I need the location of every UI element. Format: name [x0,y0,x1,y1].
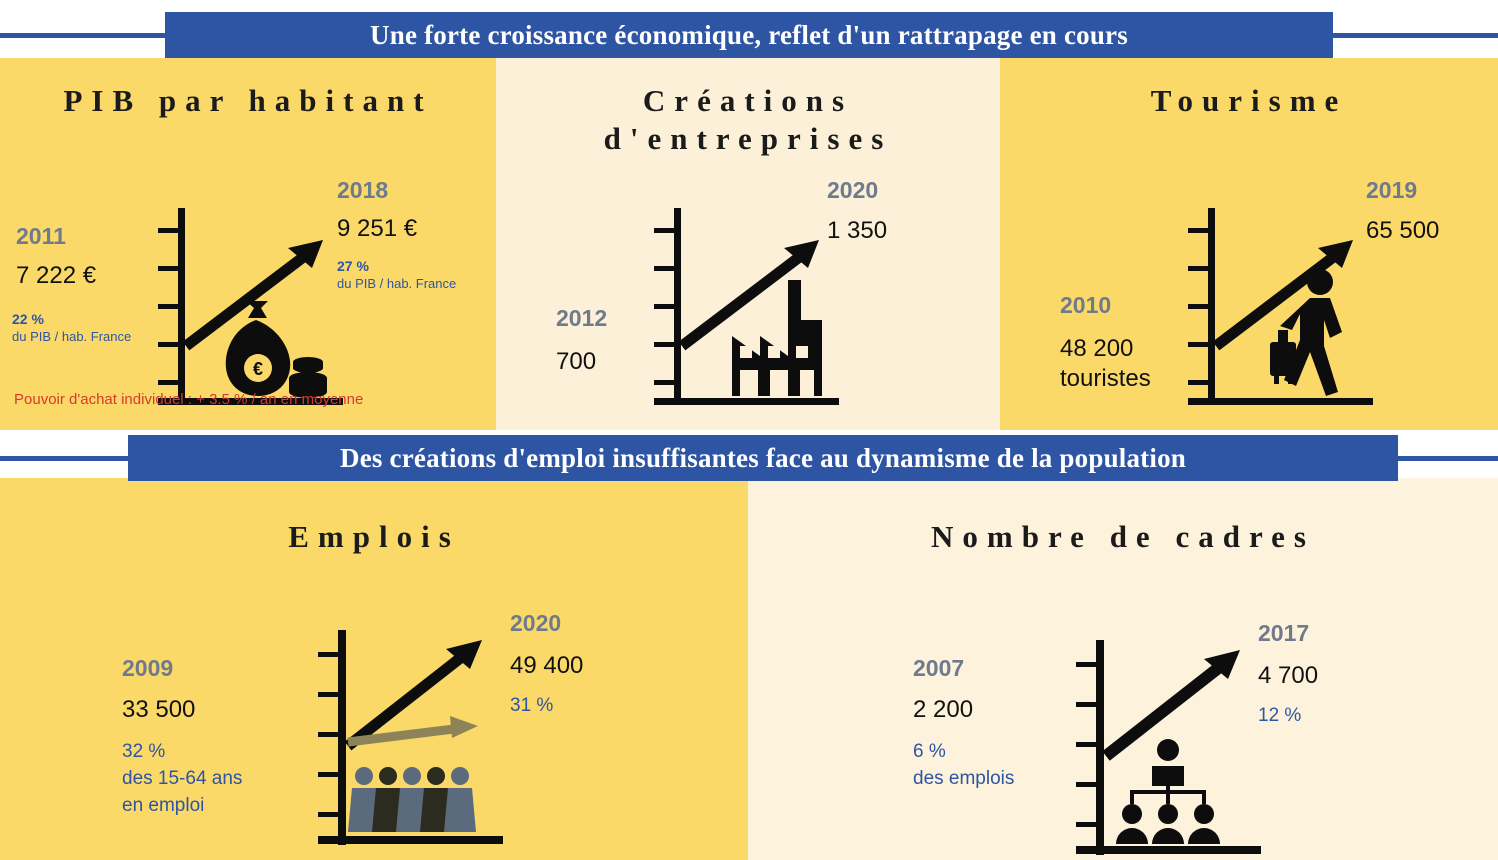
pib-footnote: Pouvoir d'achat individuel : + 3.5 % / an en moyenne [14,391,364,408]
pib-end-value: 9 251 € [337,215,418,242]
panel-tourisme [1000,58,1498,430]
creations-start-year: 2012 [556,305,608,331]
section-2-panels [0,478,1498,860]
emplois-start-year: 2009 [122,655,174,681]
svg-text:€: € [252,359,264,379]
emplois-chart-glyph [300,618,530,848]
tourisme-start-value: 48 200 [1060,335,1134,362]
emplois-end-year: 2020 [510,610,562,636]
pib-start-year: 2011 [16,223,66,249]
pib-end-note-bold: 27 % [337,258,369,274]
panel-title-tourisme: Tourisme [1150,83,1348,118]
panel-pib-par-habitant [0,58,496,430]
panel-nombre-cadres [748,478,1498,860]
emplois-start-value: 33 500 [122,696,196,723]
section-creations-emploi [0,430,1498,860]
manager-team-icon [1116,739,1220,844]
panel-title-cadres: Nombre de cadres [931,519,1315,554]
pib-end-year: 2018 [337,177,389,203]
emplois-start-note-line1: des 15-64 ans [122,768,243,789]
pib-start-note-bold: 22 % [12,311,44,327]
emplois-start-note-line2: en emploi [122,795,205,816]
people-group-icon [348,767,476,832]
pib-chart-glyph [140,196,355,411]
emplois-end-value: 49 400 [510,652,584,679]
cadres-start-value: 2 200 [913,696,974,723]
banner-text-1: Une forte croissance économique, reflet d'un rattrapage en cours [165,12,1333,58]
panel-title-creations: Créations d'entreprises [603,83,893,156]
cadres-end-value: 4 700 [1258,662,1319,689]
emplois-start-pct: 32 % [122,741,166,762]
banner-emploi [0,435,1498,481]
tourisme-start-year: 2010 [1060,292,1112,318]
section-1-panels [0,58,1498,430]
cadres-end-pct: 12 % [1258,705,1302,726]
cadres-start-note-line1: des emplois [913,768,1015,789]
creations-end-year: 2020 [827,177,879,203]
panel-title-pib: PIB par habitant [63,83,433,118]
emplois-end-pct: 31 % [510,695,554,716]
creations-chart-glyph [636,196,851,411]
tourisme-end-value: 65 500 [1366,217,1440,244]
panel-emplois [0,478,748,860]
banner-croissance [0,12,1498,58]
cadres-start-pct: 6 % [913,741,946,762]
tourisme-start-value-unit: touristes [1060,365,1151,392]
banner-text-2: Des créations d'emploi insuffisantes face au dynamisme de la population [128,435,1398,481]
cadres-start-year: 2007 [913,655,965,681]
cadres-chart-glyph [1058,628,1288,858]
tourisme-end-year: 2019 [1366,177,1418,203]
cadres-end-year: 2017 [1258,620,1310,646]
creations-end-value: 1 350 [827,217,888,244]
tourisme-chart-glyph [1170,196,1385,411]
panel-creations-entreprises [496,58,1000,430]
pib-end-note: du PIB / hab. France [337,276,457,291]
panel-title-emplois: Emplois [288,519,460,554]
traveller-icon [1270,269,1342,396]
pib-start-value: 7 222 € [16,262,97,289]
money-bag-icon [226,301,327,398]
pib-start-note: du PIB / hab. France [12,329,132,344]
creations-start-value: 700 [556,348,597,375]
